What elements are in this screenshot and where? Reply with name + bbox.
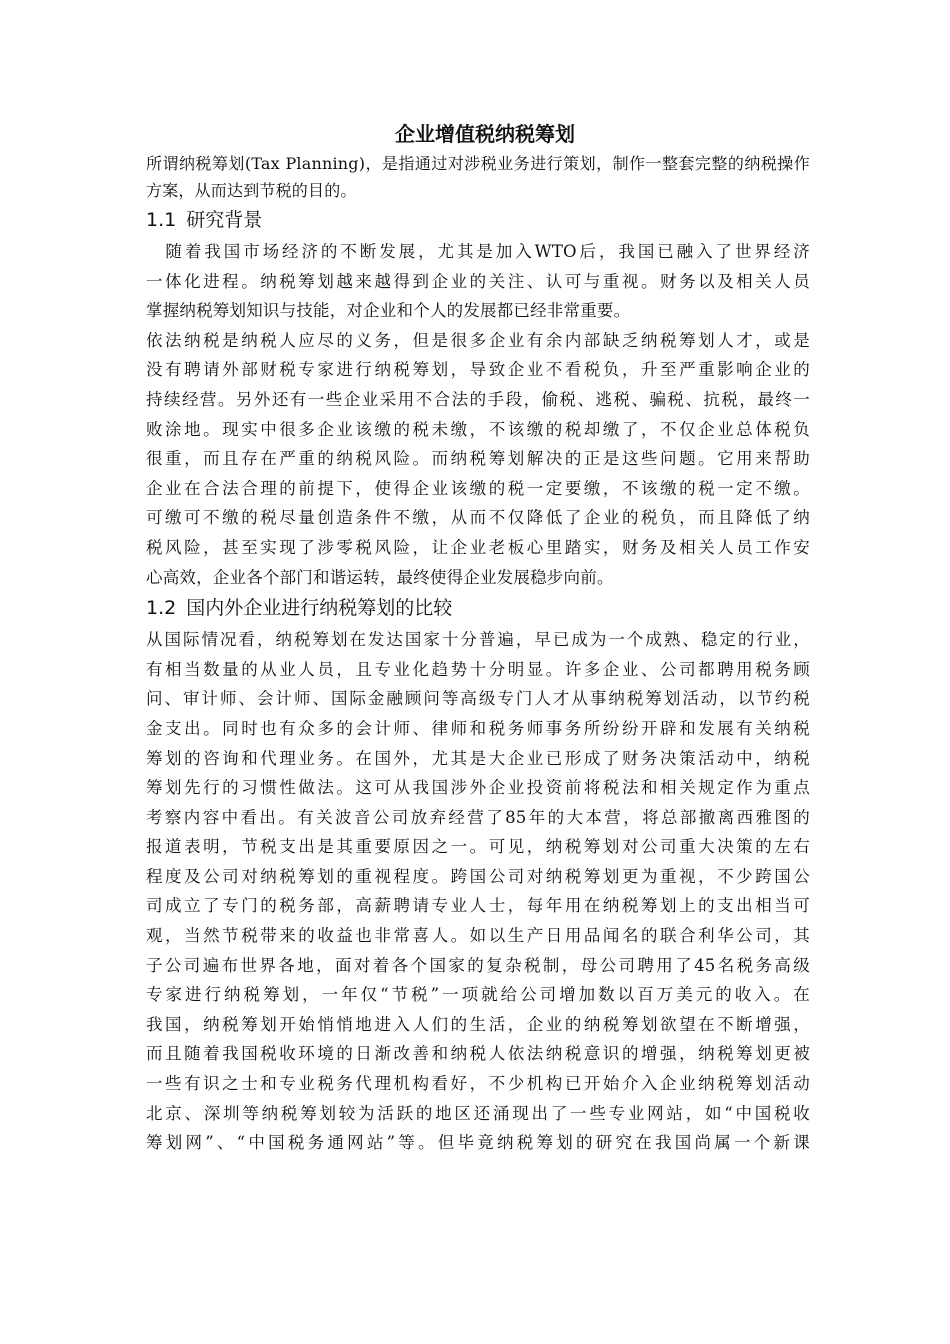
text-line: 而且随着我国税收环境的日渐改善和纳税人依法纳税意识的增强，纳税筹划更被	[146, 1044, 810, 1064]
text-line: 心高效，企业各个部门和谐运转，最终使得企业发展稳步向前。	[146, 567, 614, 587]
text-line: 方案，从而达到节税的目的。	[146, 181, 357, 200]
text-line: 筹划网”、“中国税务通网站”等。但毕竟纳税筹划的研究在我国尚属一个新课	[146, 1133, 810, 1153]
section-heading-background	[146, 204, 810, 237]
text-line: 依法纳税是纳税人应尽的义务，但是很多企业有余内部缺乏纳税筹划人才，或是	[146, 330, 810, 350]
text-line: 筹划先行的习惯性做法。这可从我国涉外企业投资前将税法和相关规定作为重点	[146, 778, 810, 798]
text-line: 我国，纳税筹划开始悄悄地进入人们的生活，企业的纳税筹划欲望在不断增强，	[146, 1014, 810, 1034]
paragraph	[146, 625, 810, 1158]
section-title: 研究背景	[186, 209, 263, 231]
text-line: 报道表明，节税支出是其重要原因之一。可见，纳税筹划对公司重大决策的左右	[146, 837, 810, 857]
text-line: 没有聘请外部财税专家进行纳税筹划，导致企业不看税负，升至严重影响企业的	[146, 360, 810, 380]
text-line: 有相当数量的从业人员，且专业化趋势十分明显。许多企业、公司都聘用税务顾	[146, 659, 810, 679]
text-line: 所谓纳税筹划(Tax Planning)，是指通过对涉税业务进行策划，制作一整套完整的纳税操作	[146, 154, 810, 173]
text-line: 司成立了专门的税务部，高薪聘请专业人士，每年用在纳税筹划上的支出相当可	[146, 896, 810, 916]
paragraph	[146, 237, 810, 326]
text-line: 很重，而且存在严重的纳税风险。而纳税筹划解决的正是这些问题。它用来帮助	[146, 449, 810, 469]
section-title: 国内外企业进行纳税筹划的比较	[186, 597, 453, 620]
text-line: 一体化进程。纳税筹划越来越得到企业的关注、认可与重视。财务以及相关人员	[146, 271, 810, 291]
intro-paragraph	[146, 150, 810, 204]
text-line: 专家进行纳税筹划，一年仅“节税”一项就给公司增加数以百万美元的收入。在	[146, 985, 810, 1005]
text-line: 可缴可不缴的税尽量创造条件不缴，从而不仅降低了企业的税负，而且降低了纳	[146, 508, 810, 528]
text-line: 金支出。同时也有众多的会计师、律师和税务师事务所纷纷开辟和发展有关纳税	[146, 718, 810, 738]
text-line: 随着我国市场经济的不断发展，尤其是加入WTO后，我国已融入了世界经济	[146, 242, 810, 261]
paragraph	[146, 326, 810, 592]
text-line: 考察内容中看出。有关波音公司放弃经营了85年的大本营，将总部撤离西雅图的	[146, 807, 810, 827]
text-line: 程度及公司对纳税筹划的重视程度。跨国公司对纳税筹划更为重视，不少跨国公	[146, 866, 810, 886]
text-line: 筹划的咨询和代理业务。在国外，尤其是大企业已形成了财务决策活动中，纳税	[146, 748, 810, 768]
text-line: 败涂地。现实中很多企业该缴的税未缴，不该缴的税却缴了，不仅企业总体税负	[146, 419, 810, 439]
text-line: 观，当然节税带来的收益也非常喜人。如以生产日用品闻名的联合利华公司，其	[146, 926, 810, 946]
text-line: 企业在合法合理的前提下，使得企业该缴的税一定要缴，不该缴的税一定不缴。	[146, 478, 810, 498]
text-line: 一些有识之士和专业税务代理机构看好，不少机构已开始介入企业纳税筹划活动	[146, 1074, 810, 1094]
text-line: 持续经营。另外还有一些企业采用不合法的手段，偷税、逃税、骗税、抗税，最终一	[146, 389, 810, 409]
text-line: 北京、深圳等纳税筹划较为活跃的地区还涌现出了一些专业网站，如“中国税收	[146, 1103, 810, 1123]
text-line: 税风险，甚至实现了涉零税风险，让企业老板心里踏实，财务及相关人员工作安	[146, 537, 810, 557]
section-number: 1.1	[146, 209, 177, 231]
section-heading-comparison	[146, 592, 810, 625]
document-page	[146, 118, 810, 1158]
document-title: 企业增值税纳税筹划	[395, 122, 575, 146]
section-number: 1.2	[146, 597, 177, 620]
text-line: 问、审计师、会计师、国际金融顾问等高级专门人才从事纳税筹划活动，以节约税	[146, 689, 810, 709]
text-line: 从国际情况看，纳税筹划在发达国家十分普遍，早已成为一个成熟、稳定的行业，	[146, 630, 810, 650]
text-line: 子公司遍布世界各地，面对着各个国家的复杂税制，母公司聘用了45名税务高级	[146, 955, 810, 975]
text-line: 掌握纳税筹划知识与技能，对企业和个人的发展都已经非常重要。	[146, 301, 631, 321]
